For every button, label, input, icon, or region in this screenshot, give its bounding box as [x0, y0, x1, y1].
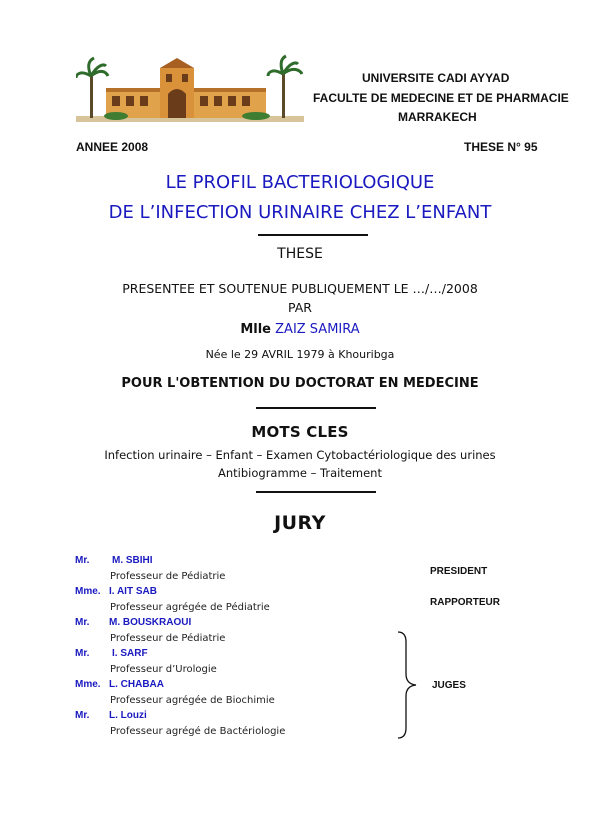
jury-member-role-desc: Professeur agrégée de Biochimie	[110, 695, 275, 706]
jury-member-title: Mr.	[75, 617, 90, 628]
jury-member-role-desc: Professeur agrégé de Bactériologie	[110, 726, 286, 737]
jury-member-title: Mr.	[75, 648, 90, 659]
keywords-line-2: Antibiogramme – Traitement	[218, 466, 382, 480]
jury-member-role-desc: Professeur d’Urologie	[110, 664, 217, 675]
keywords-line-1: Infection urinaire – Enfant – Examen Cytobactériologique des urines	[104, 448, 496, 462]
author-line	[0, 322, 600, 337]
jury-heading: JURY	[274, 512, 326, 534]
jury-member-name: M. SBIHI	[112, 555, 153, 566]
jury-member-role-desc: Professeur de Pédiatrie	[110, 571, 226, 582]
jury-member-role-desc: Professeur de Pédiatrie	[110, 633, 226, 644]
keywords-heading: MOTS CLES	[251, 423, 349, 441]
jury-member-role-desc: Professeur agrégée de Pédiatrie	[110, 602, 270, 613]
author-prefix: Mlle	[240, 322, 271, 337]
divider	[256, 407, 376, 409]
birth-info: Née le 29 AVRIL 1979 à Khouribga	[205, 348, 395, 361]
faculty-name: FACULTE DE MEDECINE ET DE PHARMACIE	[313, 91, 569, 105]
role-president: PRESIDENT	[430, 566, 488, 577]
jury-member-title: Mr.	[75, 555, 90, 566]
year-label: ANNEE 2008	[76, 140, 149, 154]
these-heading: THESE	[277, 246, 323, 262]
author-name: ZAIZ SAMIRA	[275, 322, 360, 337]
role-rapporteur: RAPPORTEUR	[430, 597, 501, 608]
jury-member-name: M. BOUSKRAOUI	[109, 617, 192, 628]
jury-member-name: L. CHABAA	[109, 679, 164, 690]
city-name: MARRAKECH	[398, 110, 477, 124]
degree-purpose: POUR L'OBTENTION DU DOCTORAT EN MEDECINE	[121, 376, 479, 391]
palm-tree-left-icon	[76, 58, 108, 118]
jury-member-name: I. SARF	[112, 648, 148, 659]
faculty-building-logo	[76, 54, 304, 124]
thesis-title-line-2: DE L’INFECTION URINAIRE CHEZ L’ENFANT	[108, 202, 492, 223]
university-name: UNIVERSITE CADI AYYAD	[362, 71, 510, 85]
jury-member-title: Mr.	[75, 710, 90, 721]
role-juges: JUGES	[432, 680, 466, 691]
jury-member-name: I. AIT SAB	[109, 586, 157, 597]
presentation-date: PRESENTEE ET SOUTENUE PUBLIQUEMENT LE …/…/2008	[122, 281, 478, 296]
jury-member-title: Mme.	[75, 586, 101, 597]
thesis-number: THESE N° 95	[464, 140, 538, 154]
thesis-title-line-1: LE PROFIL BACTERIOLOGIQUE	[165, 172, 435, 193]
divider	[258, 234, 368, 236]
divider	[256, 491, 376, 493]
jury-member-title: Mme.	[75, 679, 101, 690]
curly-brace-icon	[396, 630, 420, 740]
par-label: PAR	[288, 300, 312, 315]
jury-member-name: L. Louzi	[109, 710, 147, 721]
palm-tree-right-icon	[268, 56, 302, 118]
